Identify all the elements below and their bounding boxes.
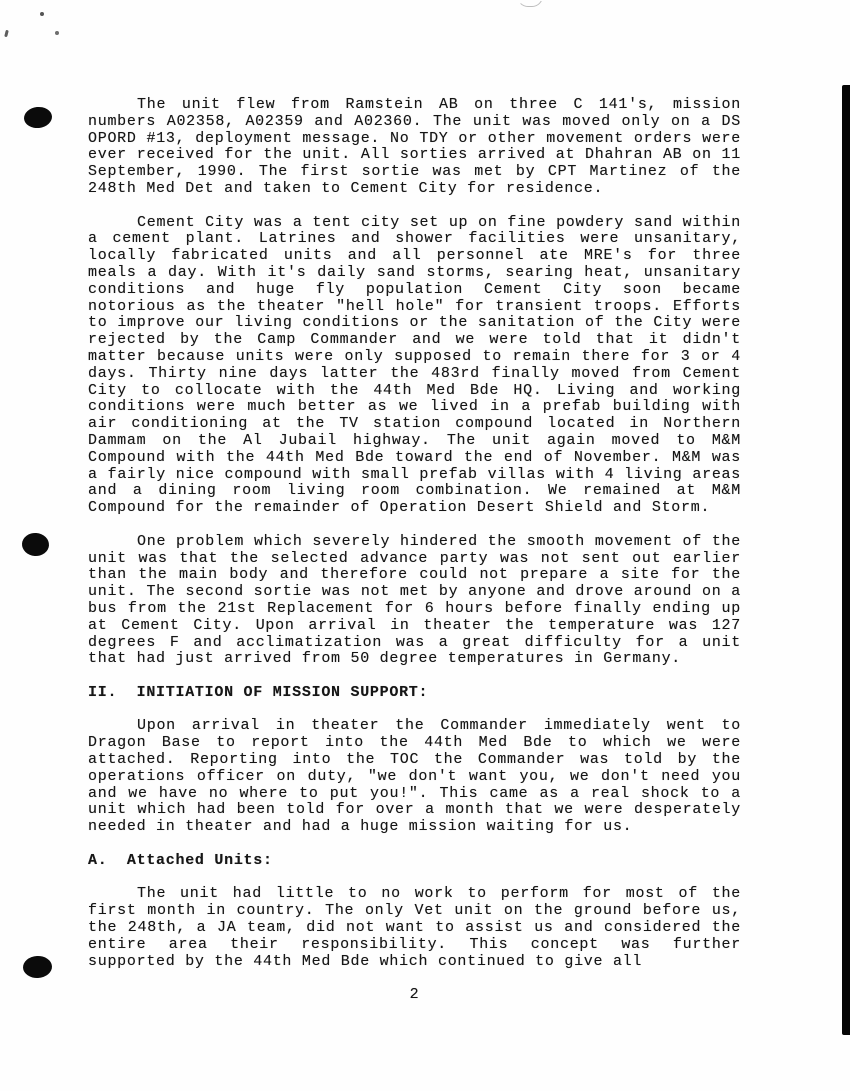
scan-speck bbox=[55, 31, 59, 35]
scan-speck bbox=[4, 30, 9, 38]
document-body bbox=[88, 97, 741, 1004]
scan-edge-artifact bbox=[842, 85, 850, 1035]
hole-punch-mark-middle bbox=[21, 532, 50, 557]
paragraph-cement-city: Cement City was a tent city set up on fine powdery sand within a cement plant. Latrines and shower facilities were unsanitary, locally fabricated units and all personnel ate MRE's for three meals a day. With it's daily sand storms, searing heat, unsanitary conditions and huge fly population Cement City soon became notorious as the theater "hell hole" for transient troops. Efforts to improve our living conditions or the sanitation of the City were rejected by the Camp Commander and we were told that it didn't matter because units were only supposed to remain there for 3 or 4 days. Thirty nine days latter the 483rd finally moved from Cement City to collocate with the 44th Med Bde HQ. Living and working conditions were much better as we lived in a prefab building with air conditioning at the TV station compound located in Northern Dammam on the Al Jubail highway. The unit again moved to M&M Compound with the 44th Med Bde toward the end of November. M&M was a fairly nice compound with small prefab villas with 4 living areas and a dining room living room combination. We remained at M&M Compound for the remainder of Operation Desert Shield and Storm. bbox=[88, 213, 741, 517]
paragraph-attached-units: The unit had little to no work to perform for most of the first month in country. The only Vet unit on the ground before us, the 248th, a JA team, did not want to assist us and considered the entire area their responsibility. This concept was further supported by the 44th Med Bde which continued to give all bbox=[88, 885, 741, 970]
paragraph-dragon-base: Upon arrival in theater the Commander immediately went to Dragon Base to report into the 44th Med Bde to which we were attached. Reporting into the TOC the Commander was told by the operations officer on duty, "we don't want you, we don't need you and we have no where to put you!". This came as a real shock to a unit which had been told for over a month that we were desperately needed in theater and had a huge mission waiting for us. bbox=[88, 717, 741, 836]
subsection-heading-attached-units: A. Attached Units: bbox=[88, 851, 273, 869]
paragraph-deployment: The unit flew from Ramstein AB on three C 141's, mission numbers A02358, A02359 and A02360. The unit was moved only on a DS OPORD #13, deployment message. No TDY or other movement orders were ever received for the unit. All sorties arrived at Dhahran AB on 11 September, 1990. The first sortie was met by CPT Martinez of the 248th Med Det and taken to Cement City for residence. bbox=[88, 96, 741, 197]
hole-punch-mark-bottom bbox=[22, 955, 52, 978]
page-number: 2 bbox=[409, 986, 420, 1004]
paragraph-advance-party: One problem which severely hindered the smooth movement of the unit was that the selected advance party was not sent out earlier than the main body and therefore could not prepare a site for the unit. The second sortie was not met by anyone and drove around on a bus from the 21st Replacement for 6 hours before finally ending up at Cement City. Upon arrival in theater the temperature was 127 degrees F and acclimatization was a great difficulty for a unit that had just arrived from 50 degree temperatures in Germany. bbox=[88, 532, 741, 668]
scan-speck bbox=[40, 12, 44, 16]
hole-punch-mark-top bbox=[23, 106, 53, 130]
fold-mark bbox=[517, 0, 543, 7]
section-heading-mission-support: II. INITIATION OF MISSION SUPPORT: bbox=[88, 683, 429, 701]
